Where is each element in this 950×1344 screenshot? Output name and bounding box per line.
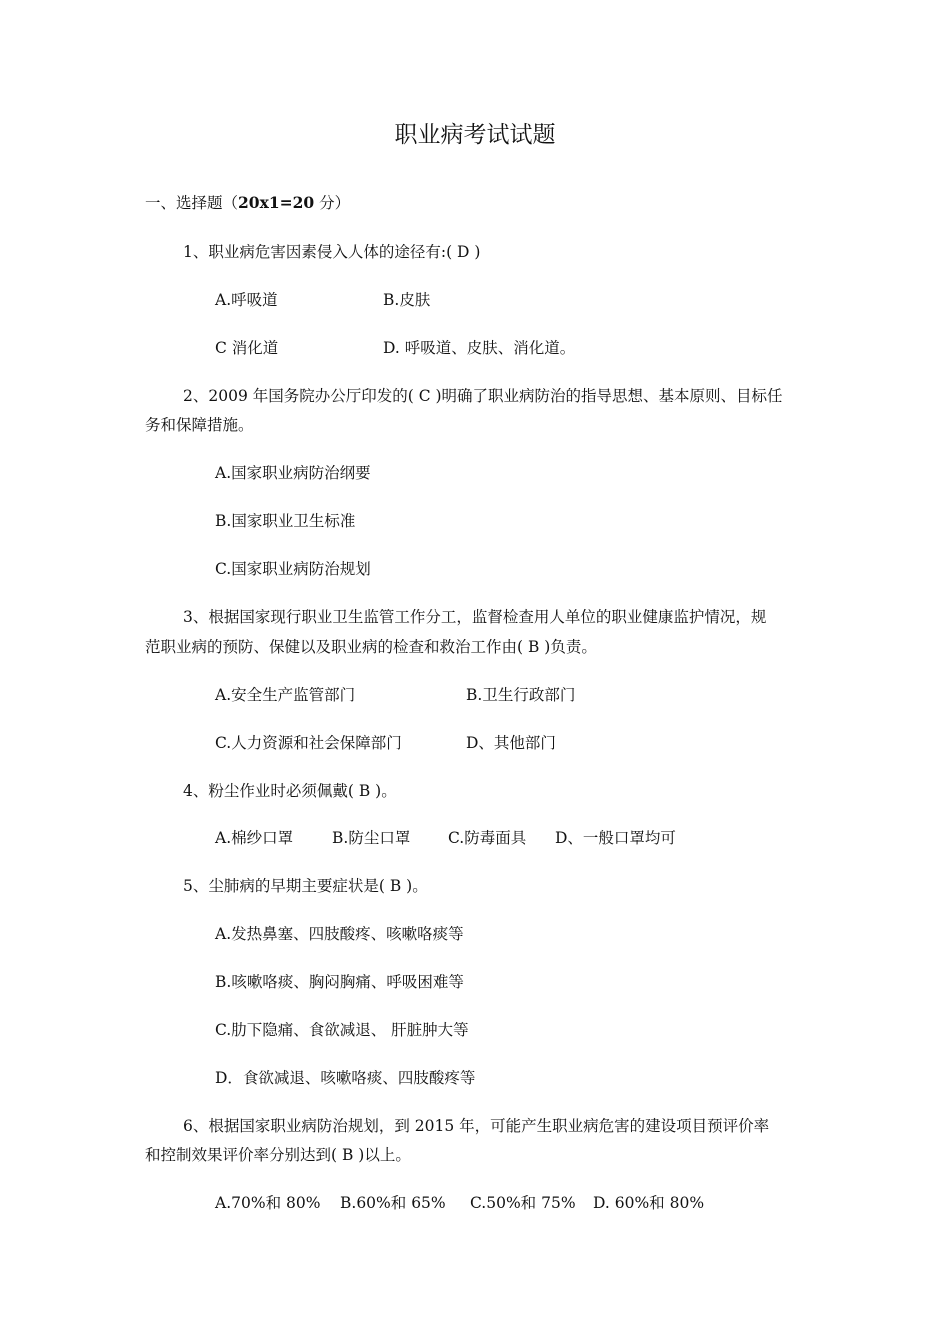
question-3-stem-line-1: 3、根据国家现行职业卫生监管工作分工，监督检查用人单位的职业健康监护情况，规 <box>183 608 767 626</box>
section-label-prefix: 一、选择题（ <box>145 194 239 212</box>
question-4-option-b: B.防尘口罩 <box>332 829 411 847</box>
question-5-option-c: C.肋下隐痛、食欲减退、 肝脏肿大等 <box>215 1021 469 1039</box>
question-2-option-b: B.国家职业卫生标准 <box>215 512 356 530</box>
question-4-option-d: D、一般口罩均可 <box>555 829 676 847</box>
question-5-option-a: A.发热鼻塞、四肢酸疼、咳嗽咯痰等 <box>215 925 464 943</box>
question-3-option-c: C.人力资源和社会保障部门 <box>215 734 402 752</box>
question-1-option-a: A.呼吸道 <box>215 291 278 309</box>
question-6-option-c: C.50%和 75% <box>470 1194 576 1212</box>
section-label-suffix: 分） <box>314 194 351 212</box>
question-1-option-b: B.皮肤 <box>383 291 431 309</box>
question-6-option-d: D. 60%和 80% <box>593 1194 705 1212</box>
question-1-option-d: D. 呼吸道、皮肤、消化道。 <box>383 339 576 357</box>
question-1-stem: 1、职业病危害因素侵入人体的途径有:( D ) <box>183 243 481 261</box>
question-3-option-a: A.安全生产监管部门 <box>215 686 356 704</box>
question-6-stem-line-2: 和控制效果评价率分别达到( B )以上。 <box>145 1146 411 1164</box>
question-2-stem-line-1: 2、2009 年国务院办公厅印发的( C )明确了职业病防治的指导思想、基本原则、目标任 <box>183 387 783 405</box>
question-2-option-a: A.国家职业病防治纲要 <box>215 464 371 482</box>
question-5-option-d: D．食欲减退、咳嗽咯痰、四肢酸疼等 <box>215 1069 476 1087</box>
question-3-stem-line-2: 范职业病的预防、保健以及职业病的检查和救治工作由( B )负责。 <box>145 638 597 656</box>
question-3-option-d: D、其他部门 <box>466 734 556 752</box>
question-4-option-c: C.防毒面具 <box>448 829 527 847</box>
question-6-option-a: A.70%和 80% <box>215 1194 321 1212</box>
question-6-option-b: B.60%和 65% <box>340 1194 446 1212</box>
question-5-stem: 5、尘肺病的早期主要症状是( B )。 <box>183 877 428 895</box>
question-5-option-b: B.咳嗽咯痰、胸闷胸痛、呼吸困难等 <box>215 973 464 991</box>
question-2-stem-line-2: 务和保障措施。 <box>145 416 254 434</box>
section-score: 20x1=20 <box>238 193 315 212</box>
question-4-option-a: A.棉纱口罩 <box>215 829 294 847</box>
question-1-option-c: C 消化道 <box>215 339 279 357</box>
question-2-option-c: C.国家职业病防治规划 <box>215 560 371 578</box>
question-4-stem: 4、粉尘作业时必须佩戴( B )。 <box>183 782 397 800</box>
question-3-option-b: B.卫生行政部门 <box>466 686 576 704</box>
question-6-stem-line-1: 6、根据国家职业病防治规划，到 2015 年，可能产生职业病危害的建设项目预评价率 <box>183 1117 770 1135</box>
section-heading <box>145 193 350 213</box>
document-title: 职业病考试试题 <box>394 122 556 148</box>
